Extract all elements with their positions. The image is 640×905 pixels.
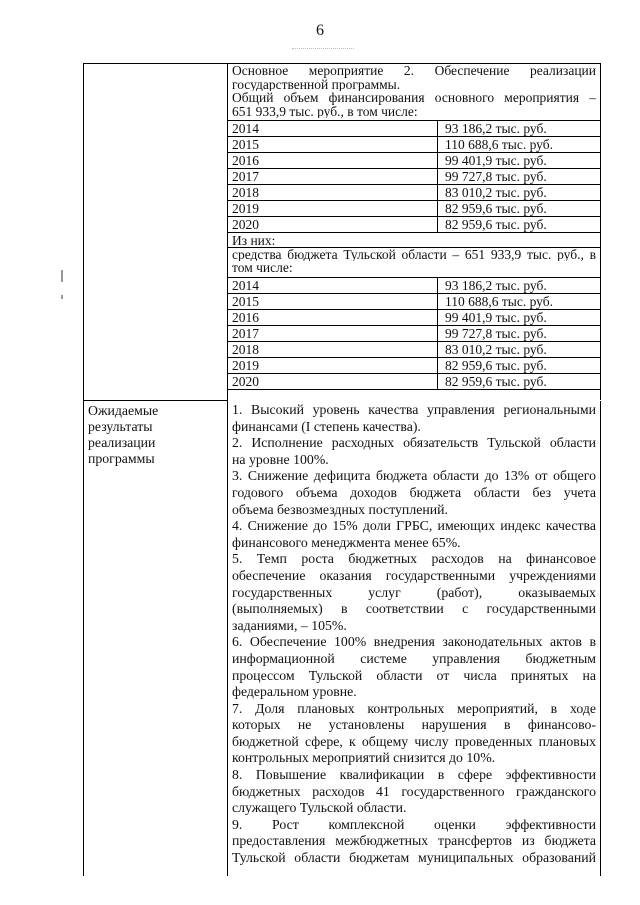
result-text-line: заданиями, – 105%. — [232, 617, 347, 633]
amount-cell: 93 186,2 тыс. руб. — [445, 121, 547, 136]
results-text-cell — [228, 401, 601, 876]
result-text-line: 6. Обеспечение 100% внедрения законодательных актов в — [232, 634, 596, 650]
activity-header-line: государственной программы. — [232, 77, 401, 92]
result-text-line: объема безвозмездных поступлений. — [232, 501, 448, 517]
year-cell: 2020 — [228, 374, 438, 389]
result-text-line: бюджетной сфере, к общему числу проведенных плановых — [232, 733, 596, 749]
regional-budget-row — [228, 248, 600, 278]
year-row — [228, 374, 600, 390]
of-them-row — [228, 233, 600, 248]
year-row — [228, 278, 600, 294]
year-row — [228, 342, 600, 358]
result-text-line: на уровне 100%. — [232, 451, 329, 467]
result-text-line: финансового менеджмента менее 65%. — [232, 534, 461, 550]
margin-mark — [61, 270, 63, 282]
year-cell: 2016 — [228, 310, 438, 325]
result-text-line: 9. Рост комплексной оценки эффективности — [232, 816, 596, 832]
year-row — [228, 310, 600, 326]
year-cell: 2020 — [228, 217, 438, 232]
regional-budget-row-line: средства бюджета Тульской области – 651 933,9 тыс. руб., в — [232, 248, 596, 261]
result-text-line: 2. Исполнение расходных обязательств Тульской области — [232, 435, 596, 451]
year-row — [228, 137, 600, 153]
activity-header-line: Общий объем финансирования основного мероприятия – — [232, 91, 596, 105]
program-table — [83, 63, 601, 876]
result-text-line: 5. Темп роста бюджетных расходов на финансовое — [232, 551, 596, 567]
year-cell: 2015 — [228, 137, 438, 152]
year-cell: 2018 — [228, 342, 438, 357]
year-row — [228, 217, 600, 233]
year-row — [228, 153, 600, 169]
year-row — [228, 326, 600, 342]
results-label-line: Ожидаемые — [88, 403, 159, 418]
result-text-line: годового объема доходов бюджета области без учета — [232, 484, 596, 500]
amount-cell: 82 959,6 тыс. руб. — [445, 374, 547, 389]
year-cell: 2017 — [228, 326, 438, 341]
amount-cell: 110 688,6 тыс. руб. — [445, 294, 553, 309]
result-text-line: (выполняемых) в соответствии с государственными — [232, 601, 596, 617]
results-label-cell — [84, 401, 228, 876]
result-text-line: информационной системе управления бюджетным — [232, 650, 596, 666]
result-text-line: которых не установлены нарушения в финансово- — [232, 717, 596, 733]
year-row — [228, 169, 600, 185]
year-cell: 2018 — [228, 185, 438, 200]
year-cell: 2016 — [228, 153, 438, 168]
result-text-line: Тульской области бюджетам муниципальных образований — [232, 850, 596, 866]
year-row — [228, 121, 600, 137]
amount-cell: 82 959,6 тыс. руб. — [445, 217, 547, 232]
result-text-line: государственных услуг (работ), оказываемых — [232, 584, 596, 600]
amount-cell: 82 959,6 тыс. руб. — [445, 201, 547, 216]
year-cell: 2014 — [228, 121, 438, 136]
result-text-line: 3. Снижение дефицита бюджета области до 13% от общего — [232, 468, 596, 484]
year-cell: 2019 — [228, 358, 438, 373]
year-row — [228, 294, 600, 310]
activity-header-line: Основное мероприятие 2. Обеспечение реализации — [232, 64, 596, 78]
result-text-line: 4. Снижение до 15% доли ГРБС, имеющих индекс качества — [232, 518, 596, 534]
result-text-line: обеспечение оказания государственными учреждениями — [232, 567, 596, 583]
results-label-line: реализации — [88, 435, 156, 450]
year-cell: 2017 — [228, 169, 438, 184]
results-label-line: результаты — [88, 419, 153, 434]
activity-header-line: 651 933,9 тыс. руб., в том числе: — [232, 104, 418, 119]
year-row — [228, 201, 600, 217]
result-text-line: предоставления межбюджетных трансфертов из бюджета — [232, 833, 596, 849]
margin-mark — [61, 295, 63, 299]
result-text-line: служащего Тульской области. — [232, 800, 407, 816]
result-text-line: федеральном уровне. — [232, 684, 357, 700]
year-cell: 2015 — [228, 294, 438, 309]
amount-cell: 82 959,6 тыс. руб. — [445, 358, 547, 373]
empty-label-cell — [84, 64, 228, 401]
year-row — [228, 185, 600, 201]
activity-header — [228, 64, 600, 121]
page-number: 6 — [316, 22, 324, 39]
regional-budget-row-line: том числе: — [232, 261, 293, 274]
amount-cell: 99 727,8 тыс. руб. — [445, 169, 547, 184]
result-text-line: финансами (I степень качества). — [232, 418, 421, 434]
result-text-line: бюджетных расходов 41 государственного гражданского — [232, 783, 596, 799]
scan-artifact — [292, 48, 354, 51]
funding-cell — [228, 64, 601, 400]
amount-cell: 99 401,9 тыс. руб. — [445, 310, 547, 325]
amount-cell: 99 401,9 тыс. руб. — [445, 153, 547, 168]
result-text-line: 8. Повышение квалификации в сфере эффективности — [232, 767, 596, 783]
amount-cell: 110 688,6 тыс. руб. — [445, 137, 553, 152]
result-text-line: контрольных мероприятий снизится до 10%. — [232, 750, 496, 766]
year-row — [228, 358, 600, 374]
of-them-label: Из них: — [232, 233, 276, 248]
result-text-line: 1. Высокий уровень качества управления региональными — [232, 402, 596, 417]
amount-cell: 93 186,2 тыс. руб. — [445, 278, 547, 293]
result-text-line: 7. Доля плановых контрольных мероприятий, в ходе — [232, 700, 596, 716]
year-cell: 2019 — [228, 201, 438, 216]
amount-cell: 83 010,2 тыс. руб. — [445, 342, 547, 357]
year-cell: 2014 — [228, 278, 438, 293]
results-label-line: программы — [88, 451, 155, 466]
amount-cell: 83 010,2 тыс. руб. — [445, 185, 547, 200]
result-text-line: процессом Тульской области от числа принятых на — [232, 667, 596, 683]
amount-cell: 99 727,8 тыс. руб. — [445, 326, 547, 341]
